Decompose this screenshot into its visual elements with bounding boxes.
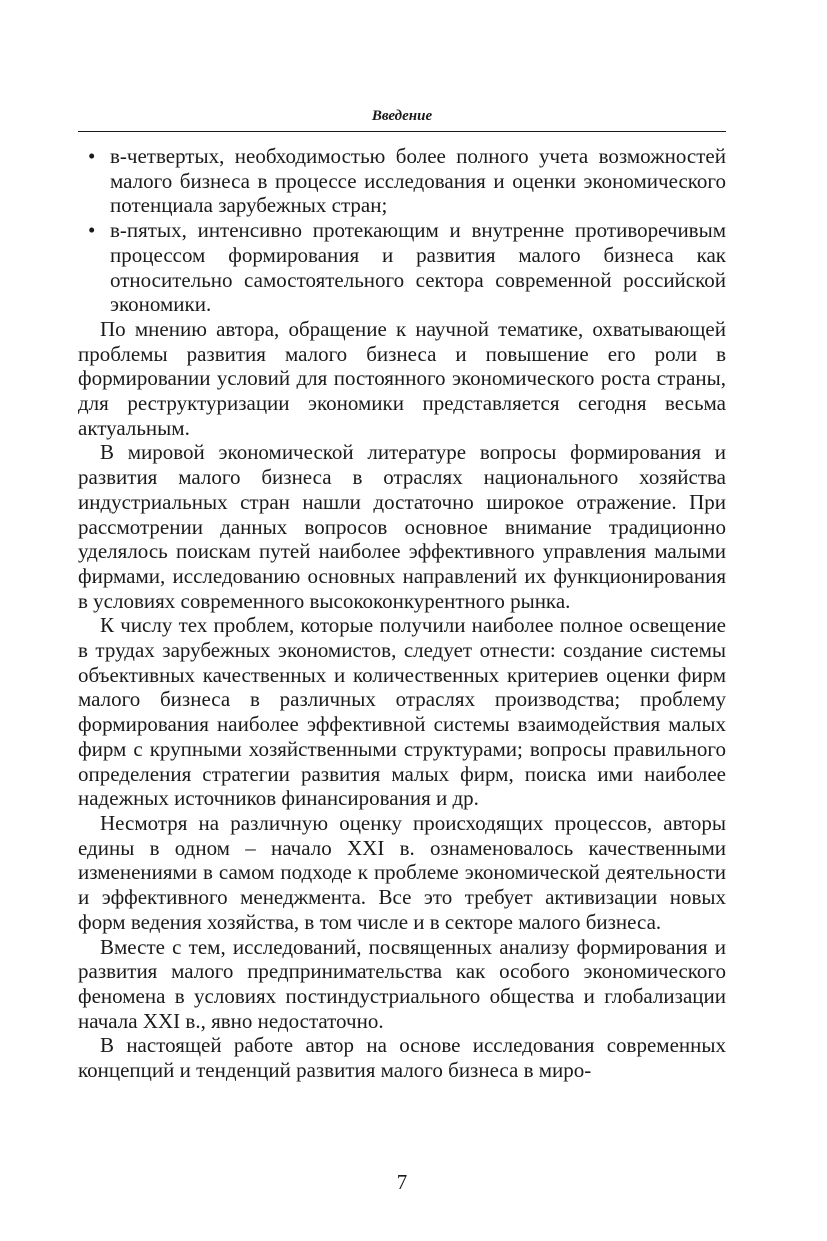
paragraph: К числу тех проблем, которые получили наиболее полное освещение в трудах зарубежных экономистов, следует отнести: создание системы объективных качественных и количественных критериев оценки фирм малого бизнеса в различных отраслях производства; проблему формирования наиболее эффективной системы взаимодействия малых фирм с крупными хозяйственными структурами; вопросы правильного определения стратегии развития малых фирм, поиска ими наиболее надежных источников финансирования и др. [78,613,726,811]
body-text [78,144,726,1083]
header-rule [78,131,726,132]
paragraph: В настоящей работе автор на основе исследования современных концепций и тенденций развития малого бизнеса в миро- [78,1033,726,1083]
bullet-icon: • [88,218,96,243]
bullet-list [78,144,726,317]
page-number: 7 [396,1170,408,1194]
bullet-text: в-четвертых, необходимостью более полного учета возможностей малого бизнеса в процессе исследования и оценки экономического потенциала зарубежных стран; [110,144,726,218]
bullet-item [78,218,726,317]
bullet-item [78,144,726,218]
paragraph: В мировой экономической литературе вопросы формирования и развития малого бизнеса в отраслях национального хозяйства индустриальных стран нашли достаточно широкое отражение. При рассмотрении данных вопросов основное внимание традиционно уделялось поискам путей наиболее эффективного управления малыми фирмами, исследованию основных направлений их функционирования в условиях современного высококонкурентного рынка. [78,440,726,613]
paragraph: Вместе с тем, исследований, посвященных анализу формирования и развития малого предпринимательства как особого экономического феномена в условиях постиндустриального общества и глобализации начала XXI в., явно недостаточно. [78,934,726,1033]
bullet-icon: • [88,144,96,168]
bullet-text: в-пятых, интенсивно протекающим и внутренне противоречивым процессом формирования и развития малого бизнеса как относительно самостоятельного сектора современной российской экономики. [110,218,726,317]
paragraph: По мнению автора, обращение к научной тематике, охватывающей проблемы развития малого бизнеса и повышение его роли в формировании условий для постоянного экономического роста страны, для реструктуризации экономики представляется сегодня весьма актуальным. [78,316,726,440]
paragraph: Несмотря на различную оценку происходящих процессов, авторы едины в одном – начало XXI в. ознаменовалось качественными изменениями в самом подходе к проблеме экономической деятельности и эффективного менеджмента. Все это требует активизации новых форм ведения хозяйства, в том числе и в секторе малого бизнеса. [78,810,726,934]
running-head: Введение [371,108,433,124]
